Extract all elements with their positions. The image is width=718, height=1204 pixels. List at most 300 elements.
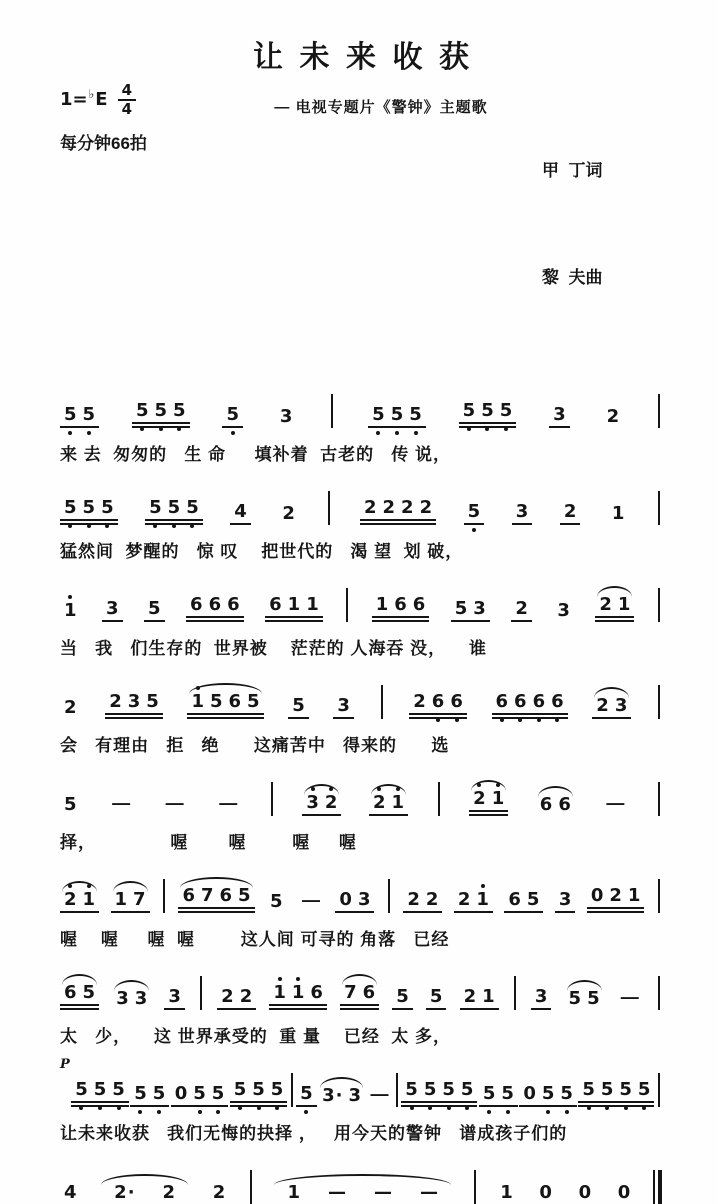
barline xyxy=(658,685,660,719)
note-digit-glyph: 3 xyxy=(357,888,371,910)
octave-dot-below xyxy=(395,431,399,435)
note-digit xyxy=(64,496,77,518)
beam-group xyxy=(451,597,490,622)
beam-group xyxy=(603,405,624,428)
note-digit xyxy=(495,690,509,712)
rest-note xyxy=(617,1181,631,1203)
note-digit xyxy=(209,690,223,712)
note-digit-glyph: 0 xyxy=(590,884,604,906)
note-digit xyxy=(467,500,481,522)
notes-row xyxy=(60,770,662,816)
duration-dash xyxy=(374,1181,392,1203)
octave-dot-below xyxy=(87,524,91,528)
note-digit-glyph: 5 xyxy=(600,1078,614,1100)
lyrics-line: 喔 喔 喔 喔 这人间 可寻的 角落 已经 xyxy=(60,929,450,949)
note-digit xyxy=(287,593,301,615)
note-digit-glyph: 5 xyxy=(211,1082,225,1104)
note-digit-glyph: 2 xyxy=(457,888,471,910)
note-digit xyxy=(419,496,433,518)
note-digit xyxy=(390,403,404,425)
beam-group xyxy=(60,981,99,1010)
note-digit xyxy=(382,496,396,518)
note-digit-glyph: 2 xyxy=(606,405,620,427)
note-digit-glyph: 5 xyxy=(462,399,476,421)
note-digit xyxy=(279,405,293,427)
note-digit xyxy=(541,1082,555,1104)
notes-row xyxy=(60,1158,662,1204)
note-digit-glyph: 2 xyxy=(212,1181,226,1203)
octave-dot-below xyxy=(410,1106,414,1110)
key-prefix: 1= xyxy=(60,89,88,110)
note-digit-glyph: 3 xyxy=(168,985,181,1007)
note-digit-glyph: 5 xyxy=(587,987,600,1009)
note-digit-glyph: 5 xyxy=(396,985,409,1007)
note-digit-glyph: 1 xyxy=(273,981,286,1003)
note-digit-glyph: 1 xyxy=(82,888,96,910)
octave-dot-below xyxy=(465,1106,469,1110)
beam-group xyxy=(272,1181,453,1204)
song-title: 让未来收获 xyxy=(253,41,486,74)
note-digit xyxy=(482,1082,496,1104)
octave-dot-below xyxy=(138,1110,142,1114)
note-digit-glyph: 5 xyxy=(135,399,149,421)
music-system xyxy=(60,770,662,853)
note-digit xyxy=(134,1082,147,1104)
beam-group xyxy=(266,890,287,913)
note-digit-glyph: 5 xyxy=(454,597,468,619)
note-digit-glyph: 5 xyxy=(112,1078,125,1100)
note-digit xyxy=(64,696,77,718)
note-digit-glyph: 3 xyxy=(534,985,548,1007)
barline xyxy=(200,976,202,1010)
beam-group xyxy=(276,405,297,428)
time-signature-numerator: 4 xyxy=(118,82,136,101)
note-digit-glyph: 2 xyxy=(109,690,122,712)
note-digit xyxy=(287,1181,300,1203)
octave-dot-below xyxy=(565,1110,569,1114)
beam-group xyxy=(60,793,81,816)
note-digit xyxy=(167,496,181,518)
note-digit-glyph: 5 xyxy=(568,987,582,1009)
music-system xyxy=(60,1056,662,1144)
note-digit xyxy=(64,1181,77,1203)
beam-group xyxy=(340,981,379,1010)
note-digit-glyph: 1 xyxy=(287,1181,300,1203)
note-digit-glyph: 5 xyxy=(501,1082,514,1104)
note-digit-glyph: 6 xyxy=(310,981,323,1003)
music-system xyxy=(60,964,662,1047)
note-digit xyxy=(133,888,146,910)
note-digit xyxy=(324,791,338,813)
beam-group xyxy=(519,1082,577,1107)
note-digit xyxy=(442,1078,455,1100)
barline xyxy=(331,394,333,428)
octave-dot-above xyxy=(396,787,400,791)
barline xyxy=(163,879,165,913)
note-digit xyxy=(481,399,494,421)
note-digit xyxy=(450,690,463,712)
note-digit-glyph: 6 xyxy=(64,981,77,1003)
note-digit xyxy=(291,981,305,1003)
note-digit-glyph: 3 xyxy=(134,987,148,1009)
note-digit xyxy=(149,496,162,518)
beam-group xyxy=(575,1181,596,1204)
note-digit xyxy=(219,884,233,906)
time-signature xyxy=(118,82,136,117)
notes-row xyxy=(60,673,662,719)
note-digit xyxy=(558,793,571,815)
note-digit-glyph: 3 xyxy=(306,791,319,813)
note-digit xyxy=(310,981,323,1003)
note-digit xyxy=(454,597,468,619)
note-digit xyxy=(627,884,641,906)
note-digit-glyph: 2 xyxy=(463,985,477,1007)
note-digit xyxy=(596,694,609,716)
note-digit-glyph: 3 xyxy=(322,1084,335,1106)
note-digit-glyph: 0 xyxy=(617,1181,631,1203)
note-digit-glyph: 2 xyxy=(413,690,426,712)
lyrics-line: 会 有理由 拒 绝 这痛苦中 得来的 选 xyxy=(60,735,450,755)
note-digit xyxy=(499,399,513,421)
octave-dot-below xyxy=(472,528,476,532)
final-barline-thin xyxy=(653,1170,655,1204)
note-digit-glyph: 6 xyxy=(495,690,509,712)
octave-dot-below xyxy=(537,718,541,722)
note-digit xyxy=(208,593,222,615)
octave-dot-below xyxy=(605,1106,609,1110)
note-digit xyxy=(162,1181,176,1203)
note-digit xyxy=(211,1082,225,1104)
note-digit xyxy=(431,690,445,712)
note-digit xyxy=(337,694,350,716)
note-digit xyxy=(609,884,622,906)
note-digit-glyph: 2 xyxy=(239,985,253,1007)
octave-dot-below xyxy=(79,1106,83,1110)
music-system xyxy=(60,1158,662,1204)
note-digit xyxy=(64,981,77,1003)
note-digit-glyph: 5 xyxy=(152,1082,166,1104)
note-digit-glyph: 1 xyxy=(306,593,319,615)
note-digit xyxy=(515,597,528,619)
note-digit-glyph: 6 xyxy=(539,793,553,815)
note-digit xyxy=(473,597,486,619)
beam-group xyxy=(302,791,341,816)
note-digit-glyph: 5 xyxy=(193,1082,206,1104)
note-digit-glyph: — xyxy=(328,1181,346,1203)
beam-group xyxy=(186,593,244,622)
note-digit-glyph: 3 xyxy=(279,405,293,427)
note-digit xyxy=(482,985,495,1007)
octave-dot-below xyxy=(231,431,235,435)
note-digit-glyph: 5 xyxy=(82,403,96,425)
key-signature xyxy=(60,82,220,117)
note-digit xyxy=(282,502,295,524)
note-digit-glyph: 5 xyxy=(75,1078,88,1100)
octave-dot-below xyxy=(105,524,109,528)
note-digit-glyph: 5 xyxy=(173,399,186,421)
note-digit xyxy=(515,500,529,522)
beam-group xyxy=(549,403,570,428)
note-digit-glyph: — xyxy=(420,1181,438,1203)
octave-dot-below xyxy=(172,524,176,528)
note-digit xyxy=(462,399,476,421)
note-digit-glyph: 3 xyxy=(116,987,129,1009)
note-digit-glyph: 6 xyxy=(551,690,564,712)
note-digit xyxy=(425,888,439,910)
note-digit-glyph: 6 xyxy=(508,888,521,910)
note-digit-glyph: 4 xyxy=(64,1181,77,1203)
octave-dot-below xyxy=(546,1110,550,1114)
rest-note xyxy=(578,1181,592,1203)
note-digit-glyph: 2 xyxy=(221,985,234,1007)
lyrics-line: 猛然间 梦醒的 惊 叹 把世代的 渴 望 划 破， xyxy=(60,541,464,561)
octave-dot-above xyxy=(68,884,72,888)
octave-dot-below xyxy=(455,718,459,722)
note-digit-glyph: 2 xyxy=(599,593,612,615)
note-digit-glyph: 5 xyxy=(300,1082,313,1104)
note-digit-glyph: 2 xyxy=(563,500,577,522)
beam-group xyxy=(409,690,467,719)
beam-group xyxy=(535,1181,556,1204)
note-digit xyxy=(273,981,286,1003)
note-digit xyxy=(114,888,128,910)
beam-group xyxy=(555,888,576,913)
octave-dot-below xyxy=(376,431,380,435)
note-digit xyxy=(93,1078,107,1100)
note-digit xyxy=(372,791,386,813)
note-digit xyxy=(270,1078,284,1100)
note-digit xyxy=(193,1082,206,1104)
octave-dot-below xyxy=(642,1106,646,1110)
octave-dot-above xyxy=(296,977,300,981)
duration-dash: — xyxy=(112,792,131,813)
duration-dash: — xyxy=(165,792,184,813)
note-digit xyxy=(109,690,122,712)
note-digit-glyph: 5 xyxy=(252,1078,265,1100)
barline xyxy=(658,976,660,1010)
lyrics-line: 当 我 们生存的 世界被 茫茫的 人海吞 没， 谁 xyxy=(60,638,488,658)
beam-group xyxy=(99,1181,190,1204)
octave-dot-below xyxy=(68,431,72,435)
beam-group xyxy=(592,694,631,719)
beam-group xyxy=(269,981,327,1010)
note-digit-glyph: 5 xyxy=(541,1082,555,1104)
octave-dot-above xyxy=(87,884,91,888)
note-digit-glyph: 3 xyxy=(515,500,529,522)
beam-group xyxy=(403,888,442,913)
beam-group xyxy=(130,1082,169,1107)
note-digit xyxy=(101,496,114,518)
note-digit xyxy=(148,597,161,619)
note-digit xyxy=(239,985,253,1007)
note-digit-glyph: 2 xyxy=(401,496,414,518)
note-digit-glyph: 5 xyxy=(270,890,283,912)
beam-group xyxy=(614,1181,635,1204)
note-digit xyxy=(182,884,195,906)
note-digit xyxy=(186,496,199,518)
note-digit xyxy=(226,403,239,425)
octave-dot-below xyxy=(487,1110,491,1114)
note-digit xyxy=(300,1082,313,1104)
note-digit xyxy=(587,987,600,1009)
note-digit xyxy=(611,502,625,524)
note-digit xyxy=(568,987,582,1009)
beam-group xyxy=(278,502,299,525)
note-digit-glyph: 5 xyxy=(226,403,239,425)
duration-dash: — xyxy=(301,889,320,910)
octave-dot-above xyxy=(377,787,381,791)
note-digit xyxy=(409,403,422,425)
final-barline-thick xyxy=(658,1170,662,1204)
octave-dot-above xyxy=(496,783,500,787)
note-digit xyxy=(396,985,409,1007)
note-digit-glyph: 5 xyxy=(233,1078,247,1100)
note-digit xyxy=(221,985,234,1007)
note-digit-glyph: 2 xyxy=(419,496,433,518)
beam-group xyxy=(187,690,263,719)
note-digit xyxy=(357,888,371,910)
barline xyxy=(514,976,516,1010)
beam-group xyxy=(608,502,629,525)
augmentation-dot: · xyxy=(335,1084,343,1106)
octave-dot-above xyxy=(311,787,315,791)
octave-dot-below xyxy=(504,427,508,431)
note-digit xyxy=(154,399,168,421)
note-digit xyxy=(82,496,96,518)
note-digit xyxy=(252,1078,265,1100)
note-digit-glyph: 2 xyxy=(473,787,486,809)
beam-group xyxy=(318,1084,365,1107)
note-digit xyxy=(457,888,471,910)
note-digit-glyph: 6 xyxy=(514,690,527,712)
octave-dot-below xyxy=(500,718,504,722)
note-digit-glyph: 0 xyxy=(578,1181,592,1203)
note-digit-glyph: 2 xyxy=(407,888,420,910)
beam-group xyxy=(222,403,243,428)
note-digit-glyph: 2 xyxy=(363,496,377,518)
note-digit xyxy=(375,593,389,615)
note-digit-glyph: 5 xyxy=(238,884,251,906)
note-digit-glyph: 5 xyxy=(149,496,162,518)
note-digit xyxy=(306,593,319,615)
notes-row xyxy=(60,867,662,913)
note-digit xyxy=(558,888,572,910)
beam-group xyxy=(333,694,354,719)
note-digit-glyph: 0 xyxy=(539,1181,552,1203)
note-digit xyxy=(227,593,240,615)
beam-group xyxy=(60,496,118,525)
beam-group xyxy=(360,496,436,525)
note-digit xyxy=(423,1078,437,1100)
note-digit-glyph: 3 xyxy=(127,690,141,712)
note-digit-glyph: 2 xyxy=(515,597,528,619)
barline xyxy=(388,879,390,913)
note-digit-glyph: 5 xyxy=(499,399,513,421)
note-digit xyxy=(514,690,527,712)
barline xyxy=(658,782,660,816)
dynamic-marking: P xyxy=(60,1056,70,1072)
note-digit-glyph: 6 xyxy=(269,593,282,615)
note-digit-glyph: 5 xyxy=(148,597,161,619)
beam-group xyxy=(144,597,165,622)
note-digit xyxy=(407,888,420,910)
notes-row xyxy=(60,964,662,1010)
lyrics-line: 让未来收获 我们无悔的抉择 ， 用今天的警钟 谱成孩子们的 xyxy=(60,1123,568,1143)
note-digit-glyph: 2 xyxy=(324,791,338,813)
octave-dot-below xyxy=(485,427,489,431)
note-digit-glyph: 6 xyxy=(532,690,546,712)
note-digit xyxy=(532,690,546,712)
music-system xyxy=(60,382,662,465)
song-subtitle: — 电视专题片《警钟》主题歌 xyxy=(274,99,488,116)
beam-group xyxy=(496,1181,517,1204)
note-digit-glyph: 5 xyxy=(560,1082,573,1104)
beam-group xyxy=(553,599,574,622)
note-digit xyxy=(247,690,260,712)
note-digit-glyph: 5 xyxy=(390,403,404,425)
octave-dot-above xyxy=(477,783,481,787)
note-digit xyxy=(557,599,570,621)
note-digit-glyph: 5 xyxy=(64,793,77,815)
note-digit xyxy=(429,985,443,1007)
rest-note xyxy=(339,888,352,910)
beam-group xyxy=(369,791,408,816)
beam-group xyxy=(511,597,532,622)
octave-dot-below xyxy=(98,1106,102,1110)
octave-dot-below xyxy=(275,1106,279,1110)
note-digit-glyph: 5 xyxy=(146,690,159,712)
barline xyxy=(271,782,273,816)
note-digit-glyph: 5 xyxy=(134,1082,147,1104)
note-digit xyxy=(405,1078,418,1100)
note-digit-glyph: 1 xyxy=(617,593,631,615)
octave-dot-below xyxy=(587,1106,591,1110)
note-digit-glyph: 1 xyxy=(476,888,489,910)
note-digit xyxy=(269,593,282,615)
tempo-marking: 每分钟66拍 xyxy=(60,134,147,153)
note-digit xyxy=(551,690,564,712)
barline xyxy=(250,1170,252,1204)
note-digit-glyph: 2 xyxy=(64,696,77,718)
note-digit-glyph: 5 xyxy=(64,496,77,518)
beam-group xyxy=(296,1082,317,1107)
octave-dot-below xyxy=(153,524,157,528)
key-tempo-block xyxy=(60,82,220,154)
note-digit-glyph: 1 xyxy=(291,981,305,1003)
beam-group xyxy=(565,987,604,1010)
note-digit xyxy=(344,981,357,1003)
note-digit-glyph: 5 xyxy=(460,1078,474,1100)
barline xyxy=(396,1073,398,1107)
note-digit xyxy=(234,500,247,522)
note-digit-glyph: 1 xyxy=(482,985,495,1007)
note-digit xyxy=(127,690,141,712)
octave-dot-below xyxy=(428,1106,432,1110)
note-digit xyxy=(306,791,319,813)
note-digit-glyph: 5 xyxy=(247,690,260,712)
octave-dot-below xyxy=(87,431,91,435)
note-digit-glyph: 6 xyxy=(394,593,407,615)
lyrics-line: 择， 喔 喔 喔 喔 xyxy=(60,832,357,852)
note-digit-glyph: 6 xyxy=(227,593,240,615)
note-digit-glyph: 5 xyxy=(467,500,481,522)
barline xyxy=(291,1073,293,1107)
duration-dash xyxy=(420,1181,438,1203)
beam-group xyxy=(105,690,163,719)
note-digit-glyph: 7 xyxy=(344,981,357,1003)
barline xyxy=(438,782,440,816)
music-system xyxy=(60,673,662,756)
